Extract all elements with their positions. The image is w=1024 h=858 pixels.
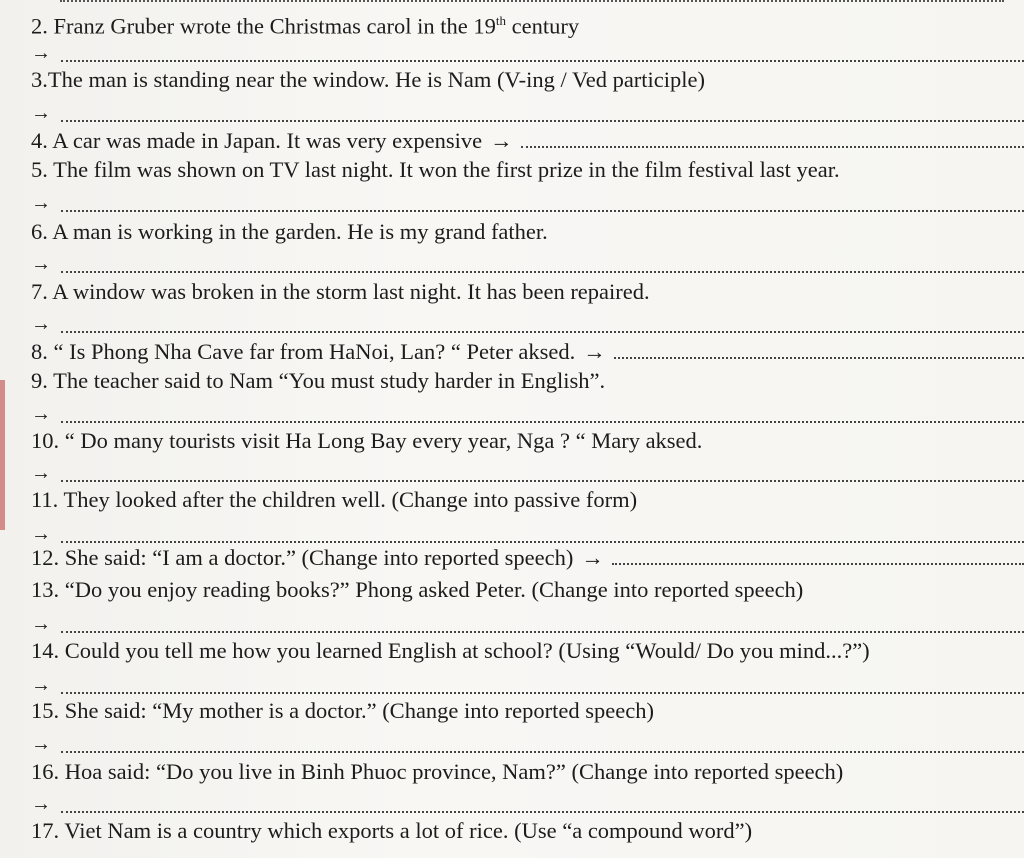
answer-dots [61, 682, 1024, 694]
question-8 [31, 339, 1024, 365]
question-17 [31, 818, 1024, 844]
arrow-icon: → [31, 613, 51, 635]
arrow-icon: → [31, 793, 51, 815]
question-8-text: 8. “ Is Phong Nha Cave far from HaNoi, Lan? “ Peter aksed. [31, 339, 576, 364]
question-11 [31, 487, 1024, 513]
answer-line-16[interactable] [31, 791, 1024, 817]
arrow-icon: → [31, 102, 51, 124]
question-13 [31, 577, 1024, 603]
answer-dots [61, 801, 1024, 813]
question-3 [31, 67, 1024, 93]
arrow-icon: → [583, 339, 606, 364]
binding-edge [0, 380, 5, 530]
question-7-text: 7. A window was broken in the storm last night. It has been repaired. [31, 279, 650, 304]
answer-line-8[interactable] [614, 343, 1024, 359]
answer-dots [61, 531, 1024, 543]
answer-line-13[interactable] [31, 611, 1024, 637]
answer-line-14[interactable] [31, 672, 1024, 698]
answer-line-5[interactable] [31, 190, 1024, 216]
answer-line-3[interactable] [31, 100, 1024, 126]
answer-line-6[interactable] [31, 251, 1024, 277]
question-14 [31, 638, 1024, 664]
arrow-icon: → [490, 128, 513, 153]
question-14-text: 14. Could you tell me how you learned English at school? (Using “Would/ Do you mind...?”) [31, 638, 870, 663]
answer-line-15[interactable] [31, 731, 1024, 757]
answer-line-4[interactable] [521, 132, 1024, 148]
answer-dots [61, 411, 1024, 423]
question-9-text: 9. The teacher said to Nam “You must study harder in English”. [31, 368, 606, 393]
answer-dots [61, 470, 1024, 482]
question-17-text: 17. Viet Nam is a country which exports a lot of rice. (Use “a compound word”) [31, 818, 753, 843]
answer-line-7[interactable] [31, 311, 1024, 337]
answer-dots [61, 321, 1024, 333]
question-11-text: 11. They looked after the children well. (Change into passive form) [31, 487, 638, 512]
question-9 [31, 368, 1024, 394]
question-6-text: 6. A man is working in the garden. He is my grand father. [31, 219, 548, 244]
question-2-text: 2. Franz Gruber wrote the Christmas carol in the 19th century [31, 13, 580, 39]
arrow-icon: → [31, 523, 51, 545]
arrow-icon: → [31, 253, 51, 275]
answer-line-10[interactable] [31, 460, 1024, 486]
answer-line-11[interactable] [31, 521, 1024, 547]
answer-line-top [60, 0, 1004, 6]
answer-dots [61, 50, 1024, 62]
answer-line-9[interactable] [31, 401, 1024, 427]
arrow-icon: → [31, 313, 51, 335]
question-4 [31, 128, 1024, 154]
question-15-text: 15. She said: “My mother is a doctor.” (Change into reported speech) [31, 698, 654, 723]
question-2 [31, 8, 1024, 40]
arrow-icon: → [581, 545, 604, 570]
arrow-icon: → [31, 674, 51, 696]
arrow-icon: → [31, 403, 51, 425]
question-13-text: 13. “Do you enjoy reading books?” Phong asked Peter. (Change into reported speech) [31, 577, 804, 602]
question-12 [31, 545, 1024, 571]
question-6 [31, 219, 1024, 245]
answer-line-12[interactable] [612, 549, 1024, 565]
question-5-text: 5. The film was shown on TV last night. It won the first prize in the film festival last year. [31, 157, 840, 182]
question-12-text: 12. She said: “I am a doctor.” (Change into reported speech) [31, 545, 574, 570]
answer-dots [61, 741, 1024, 753]
question-16 [31, 759, 1024, 785]
answer-dots [61, 621, 1024, 633]
question-15 [31, 698, 1024, 724]
answer-dots [61, 110, 1024, 122]
arrow-icon: → [31, 733, 51, 755]
answer-line-2[interactable] [31, 40, 1024, 66]
question-7 [31, 279, 1024, 305]
arrow-icon: → [31, 462, 51, 484]
answer-dots [61, 200, 1024, 212]
question-10 [31, 428, 1024, 454]
answer-dots [61, 261, 1024, 273]
question-10-text: 10. “ Do many tourists visit Ha Long Bay every year, Nga ? “ Mary aksed. [31, 428, 703, 453]
question-4-text: 4. A car was made in Japan. It was very expensive [31, 128, 483, 153]
question-16-text: 16. Hoa said: “Do you live in Binh Phuoc province, Nam?” (Change into reported speech) [31, 759, 844, 784]
question-5 [31, 157, 1024, 183]
arrow-icon: → [31, 42, 51, 64]
question-3-text: 3.The man is standing near the window. He is Nam (V-ing / Ved participle) [31, 67, 706, 92]
arrow-icon: → [31, 192, 51, 214]
